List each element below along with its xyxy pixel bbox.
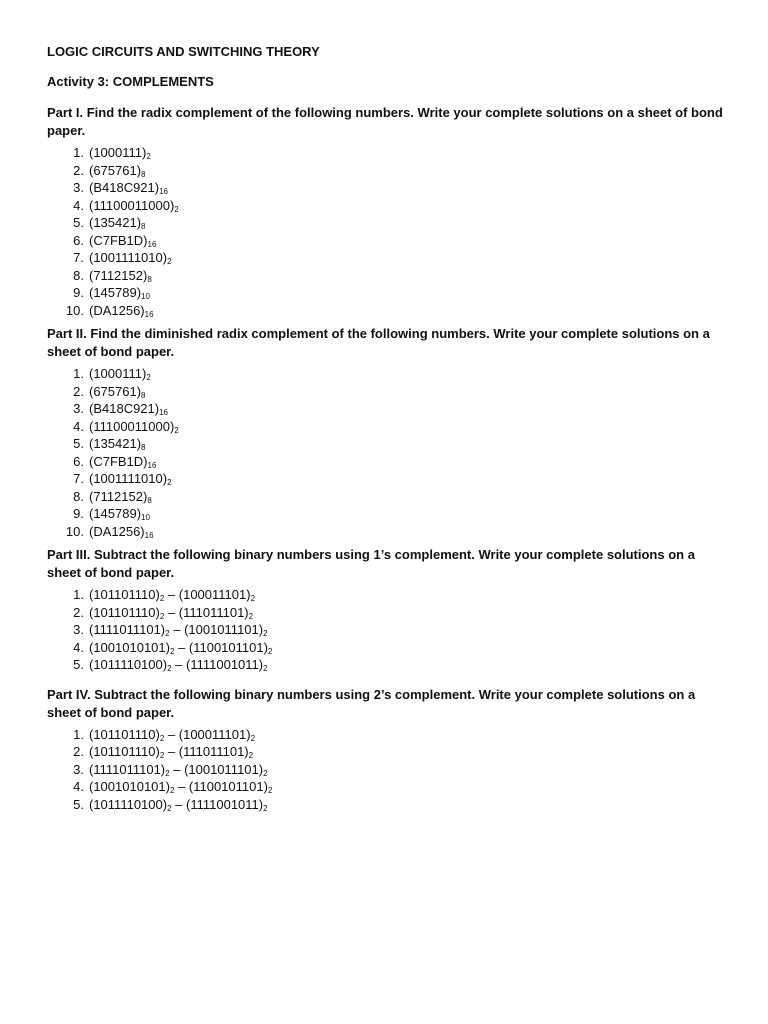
list-item [47, 214, 728, 232]
part-3-list [47, 586, 728, 674]
list-item [47, 179, 728, 197]
part-4 [47, 686, 728, 814]
item-expression [89, 778, 272, 796]
radix-subscript: 2 [146, 373, 151, 382]
part-3-heading: Part III. Subtract the following binary numbers using 1’s complement. Write your complete solutions on a sheet of bond paper. [47, 547, 695, 580]
radix-subscript: 2 [267, 646, 273, 656]
item-number: 2. [73, 162, 84, 178]
operand: (1000111) [89, 366, 147, 381]
item-number: 5. [73, 215, 84, 230]
item-number: 5. [73, 796, 84, 812]
radix-subscript: 2 [159, 611, 165, 621]
item-number: 4. [73, 197, 84, 213]
item-expression [89, 656, 268, 674]
item-expression [89, 249, 172, 267]
operand: (101101110) [89, 744, 160, 759]
radix-subscript: 2 [159, 733, 165, 743]
item-expression [89, 796, 268, 814]
operand: (1001010101) [89, 779, 170, 794]
operand: (100011101) [178, 587, 251, 602]
item-number: 7. [73, 250, 84, 265]
list-item [47, 743, 728, 761]
radix-subscript: 16 [147, 239, 157, 249]
radix-subscript: 2 [167, 257, 172, 266]
operand: (111011101) [178, 744, 249, 759]
item-expression [89, 639, 272, 657]
activity-title: Activity 3: COMPLEMENTS [47, 74, 214, 89]
radix-subscript: 2 [263, 664, 268, 673]
minus-operator: – [174, 779, 189, 794]
radix-subscript: 2 [263, 629, 268, 638]
part-3 [47, 546, 728, 674]
radix-subscript: 2 [263, 768, 268, 778]
list-item [47, 249, 728, 267]
operand: (1001111010) [89, 250, 168, 265]
item-number: 10. [65, 523, 84, 539]
radix-subscript: 8 [147, 495, 152, 505]
item-expression [89, 761, 268, 779]
operand: (1011110100) [89, 796, 168, 812]
operand: (135421) [89, 436, 142, 451]
radix-subscript: 2 [167, 478, 172, 487]
radix-subscript: 2 [167, 664, 172, 673]
operand: (B418C921) [89, 401, 160, 416]
list-item [47, 726, 728, 744]
list-item [47, 604, 728, 622]
list-item [47, 162, 728, 180]
radix-subscript: 8 [141, 222, 146, 231]
item-number: 1. [73, 145, 84, 160]
operand: (145789) [89, 285, 142, 300]
item-expression [89, 214, 146, 232]
radix-subscript: 10 [141, 292, 150, 301]
radix-subscript: 2 [248, 751, 254, 760]
list-item [47, 197, 728, 215]
item-number: 5. [73, 436, 84, 451]
part-4-list [47, 726, 728, 814]
operand: (145789) [89, 506, 142, 521]
list-item [47, 284, 728, 302]
item-expression [89, 523, 154, 541]
radix-subscript: 10 [141, 513, 150, 522]
operand: (11100011000) [89, 197, 175, 213]
item-expression [89, 435, 146, 453]
item-expression [89, 418, 179, 436]
minus-operator: – [169, 761, 185, 777]
minus-operator: – [171, 796, 186, 812]
part-2-list [47, 365, 728, 540]
operand: (7112152) [89, 267, 148, 283]
operand: (101101110) [89, 726, 160, 742]
operand: (1111001011) [186, 657, 264, 672]
radix-subscript: 8 [141, 390, 146, 400]
item-expression [89, 604, 253, 622]
minus-operator: – [164, 744, 179, 759]
radix-subscript: 2 [165, 629, 170, 638]
radix-subscript: 8 [141, 169, 146, 179]
list-item [47, 383, 728, 401]
item-number: 8. [73, 488, 84, 504]
operand: (101101110) [89, 604, 160, 620]
minus-operator: – [174, 639, 189, 655]
item-expression [89, 284, 150, 302]
list-item [47, 778, 728, 796]
operand: (DA1256) [89, 302, 145, 318]
list-item [47, 435, 728, 453]
part-1-heading: Part I. Find the radix complement of the following numbers. Write your complete solutions on a sheet of bond paper. [47, 105, 723, 138]
item-number: 1. [73, 587, 84, 602]
part-2-heading: Part II. Find the diminished radix complement of the following numbers. Write your complete solutions on a sheet of bond paper. [47, 326, 710, 359]
list-item [47, 365, 728, 383]
list-item [47, 586, 728, 604]
list-item [47, 453, 728, 471]
list-item [47, 505, 728, 523]
operand: (675761) [89, 383, 142, 399]
operand: (1111011101) [89, 761, 166, 777]
item-expression [89, 365, 151, 383]
radix-subscript: 2 [167, 803, 172, 813]
operand: (135421) [89, 215, 142, 230]
radix-subscript: 2 [263, 803, 268, 813]
radix-subscript: 16 [147, 460, 157, 470]
item-expression [89, 144, 151, 162]
list-item [47, 267, 728, 285]
operand: (7112152) [89, 488, 148, 504]
item-number: 9. [73, 285, 84, 300]
list-item [47, 639, 728, 657]
part-2 [47, 325, 728, 540]
operand: (1111011101) [89, 622, 166, 637]
item-expression [89, 470, 172, 488]
operand: (1001011101) [184, 761, 264, 777]
list-item [47, 418, 728, 436]
item-number: 2. [73, 744, 84, 759]
item-expression [89, 726, 255, 744]
course-title: LOGIC CIRCUITS AND SWITCHING THEORY [47, 44, 320, 59]
operand: (1001010101) [89, 639, 170, 655]
operand: (100011101) [178, 726, 251, 742]
list-item [47, 144, 728, 162]
item-number: 1. [73, 726, 84, 742]
operand: (1001011101) [184, 622, 264, 637]
operand: (C7FB1D) [89, 232, 148, 248]
item-number: 3. [73, 180, 84, 195]
radix-subscript: 2 [267, 786, 273, 795]
part-1 [47, 104, 728, 319]
item-expression [89, 383, 146, 401]
item-number: 8. [73, 267, 84, 283]
item-expression [89, 488, 152, 506]
list-item [47, 400, 728, 418]
item-number: 6. [73, 232, 84, 248]
operand: (DA1256) [89, 523, 145, 539]
item-expression [89, 267, 152, 285]
item-number: 4. [73, 418, 84, 434]
item-expression [89, 302, 154, 320]
radix-subscript: 2 [146, 152, 151, 161]
minus-operator: – [164, 604, 179, 620]
operand: (1111001011) [186, 796, 264, 812]
radix-subscript: 2 [250, 594, 256, 603]
radix-subscript: 8 [147, 274, 152, 284]
item-number: 3. [73, 761, 84, 777]
minus-operator: – [171, 657, 186, 672]
item-number: 2. [73, 383, 84, 399]
operand: (C7FB1D) [89, 453, 148, 469]
operand: (1011110100) [89, 657, 168, 672]
radix-subscript: 2 [248, 611, 254, 621]
operand: (111011101) [178, 604, 249, 620]
operand: (675761) [89, 162, 142, 178]
item-number: 1. [73, 366, 84, 381]
radix-subscript: 2 [159, 751, 165, 760]
operand: (1000111) [89, 145, 147, 160]
part-4-heading: Part IV. Subtract the following binary numbers using 2’s complement. Write your complete solutions on a sheet of bond paper. [47, 686, 696, 720]
radix-subscript: 2 [165, 768, 170, 778]
item-number: 4. [73, 639, 84, 655]
minus-operator: – [164, 587, 179, 602]
operand: (1001111010) [89, 471, 168, 486]
radix-subscript: 2 [169, 786, 175, 795]
radix-subscript: 2 [159, 594, 165, 603]
item-expression [89, 232, 156, 250]
list-item [47, 761, 728, 779]
list-item [47, 470, 728, 488]
item-expression [89, 505, 150, 523]
list-item [47, 302, 728, 320]
radix-subscript: 2 [174, 204, 179, 214]
radix-subscript: 2 [169, 646, 175, 656]
radix-subscript: 16 [159, 187, 169, 196]
list-item [47, 488, 728, 506]
radix-subscript: 2 [174, 425, 179, 435]
radix-subscript: 2 [250, 733, 256, 743]
operand: (1100101101) [188, 639, 268, 655]
item-expression [89, 586, 255, 604]
item-expression [89, 197, 179, 215]
item-expression [89, 179, 168, 197]
item-expression [89, 400, 168, 418]
item-number: 10. [65, 302, 84, 318]
part-1-list [47, 144, 728, 319]
radix-subscript: 16 [144, 309, 154, 319]
item-number: 4. [73, 779, 84, 794]
item-number: 5. [73, 657, 84, 672]
operand: (11100011000) [89, 418, 175, 434]
radix-subscript: 8 [141, 443, 146, 452]
item-expression [89, 743, 253, 761]
item-number: 3. [73, 622, 84, 637]
radix-subscript: 16 [144, 530, 154, 540]
item-expression [89, 162, 146, 180]
item-expression [89, 453, 156, 471]
list-item [47, 656, 728, 674]
operand: (101101110) [89, 587, 160, 602]
list-item [47, 523, 728, 541]
operand: (1100101101) [188, 779, 268, 794]
minus-operator: – [164, 726, 179, 742]
operand: (B418C921) [89, 180, 160, 195]
list-item [47, 796, 728, 814]
minus-operator: – [169, 622, 185, 637]
item-number: 3. [73, 401, 84, 416]
list-item [47, 621, 728, 639]
item-expression [89, 621, 268, 639]
item-number: 7. [73, 471, 84, 486]
radix-subscript: 16 [159, 408, 169, 417]
item-number: 2. [73, 604, 84, 620]
item-number: 6. [73, 453, 84, 469]
item-number: 9. [73, 506, 84, 521]
list-item [47, 232, 728, 250]
